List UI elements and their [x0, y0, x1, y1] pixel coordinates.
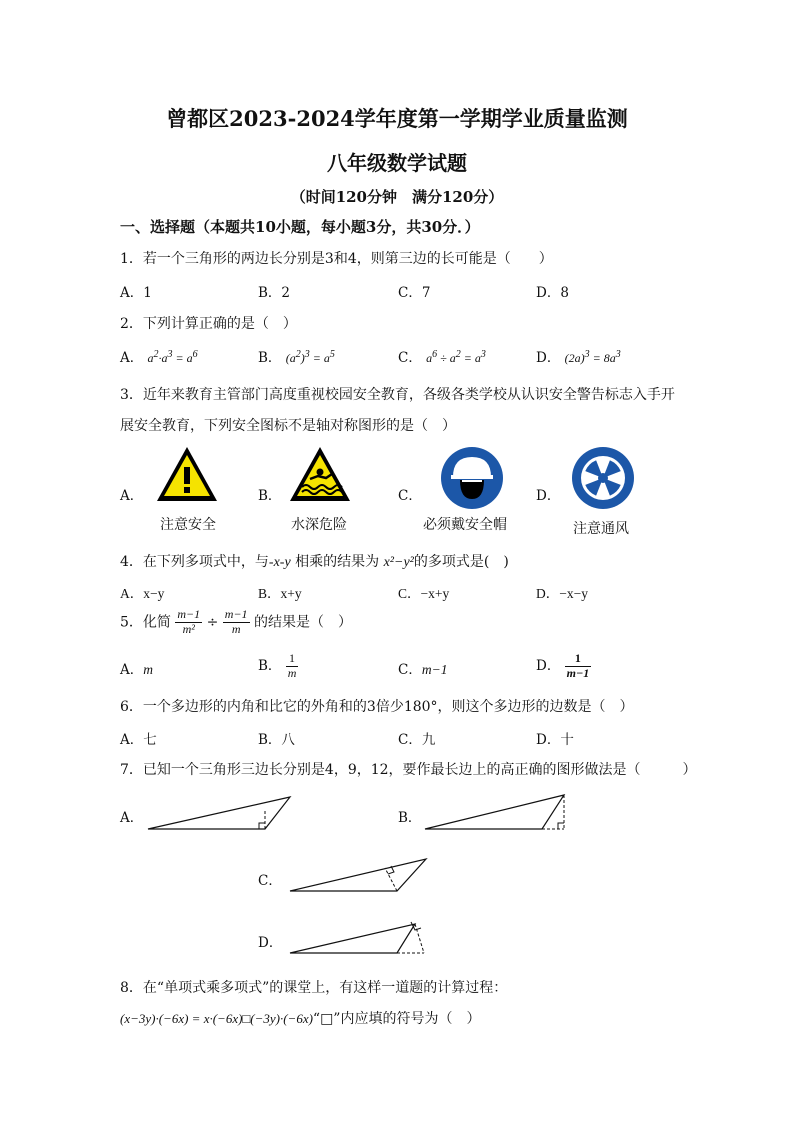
q5-stem-suffix: 的结果是（ ） — [254, 614, 352, 631]
q3-caption-d: 注意通风 — [573, 521, 629, 537]
q5-fraction-1: $\frac{m-1}{\text{m²}}$ — [177, 607, 201, 636]
question-8-expression — [120, 1008, 480, 1028]
q4-stem-expr: -x-y — [268, 555, 291, 570]
q5-option-b[interactable] — [258, 652, 298, 681]
q7-option-b-triangle — [422, 793, 572, 835]
q3-option-b-label[interactable]: B． — [258, 488, 282, 504]
q4-option-a[interactable]: A．x−y — [120, 586, 165, 601]
q6-option-c[interactable]: C．九 — [398, 732, 436, 748]
q2-option-a-expr: $a^2\cdot a^3 = a^6$ — [147, 349, 198, 365]
q3-caption-c: 必须戴安全帽 — [423, 517, 507, 533]
q5-stem-prefix: 5．化简 — [120, 614, 171, 631]
q2-option-c[interactable] — [398, 346, 486, 366]
question-7: 7．已知一个三角形三边长分别是4，9，12，要作最长边上的高正确的图形做法是（ ） — [120, 762, 697, 778]
q7-option-b-label[interactable]: B． — [398, 810, 422, 826]
q8-suffix: “□”内应填的符号为（ ） — [312, 1011, 481, 1027]
question-1: 1．若一个三角形的两边长分别是3和4，则第三边的长可能是（ ） — [120, 251, 553, 267]
q7-option-c-label[interactable]: C． — [258, 873, 282, 889]
question-8: 8．在“单项式乘多项式”的课堂上，有这样一道题的计算过程： — [120, 980, 508, 996]
q5-option-a-expr: m — [143, 662, 153, 677]
section-heading: 一、选择题（本题共10小题，每小题3分，共30分．） — [120, 218, 480, 236]
q5-option-b-label: B． — [258, 657, 282, 674]
question-6: 6．一个多边形的内角和比它的外角和的3倍少180°，则这个多边形的边数是（ ） — [120, 699, 634, 715]
q3-option-d-label[interactable]: D． — [536, 488, 561, 504]
q4-option-c[interactable]: C．−x+y — [398, 586, 450, 601]
q1-option-c[interactable]: C．7 — [398, 285, 431, 301]
q2-option-d-expr: $(2a)^3 = 8a^3$ — [564, 349, 621, 365]
q7-option-d-label[interactable]: D． — [258, 935, 283, 951]
q7-option-d-triangle — [287, 918, 437, 958]
q5-option-c-label: C． — [398, 662, 422, 678]
q6-option-d[interactable]: D．十 — [536, 732, 574, 748]
q2-option-a[interactable] — [120, 346, 198, 366]
deep-water-warning-icon — [288, 445, 352, 503]
q2-option-b[interactable] — [258, 346, 335, 366]
q2-option-a-label: A． — [120, 350, 144, 366]
q1-option-b[interactable]: B．2 — [258, 285, 291, 301]
q6-option-b[interactable]: B．八 — [258, 732, 295, 748]
question-2: 2．下列计算正确的是（ ） — [120, 316, 297, 332]
q3-caption-a: 注意安全 — [160, 517, 216, 533]
q4-stem-prefix: 4．在下列多项式中，与 — [120, 554, 269, 570]
ventilation-icon — [572, 447, 634, 509]
q7-option-a-label[interactable]: A． — [120, 810, 144, 826]
q2-option-c-label: C． — [398, 350, 422, 366]
q2-option-d-label: D． — [536, 350, 561, 366]
q2-option-b-label: B． — [258, 350, 282, 366]
q3-option-a-label[interactable]: A． — [120, 488, 144, 504]
exam-info: （时间120分钟 满分120分） — [290, 188, 504, 206]
q5-option-a-label: A． — [120, 662, 144, 678]
q8-expr: (x−3y)·(−6x) = x·(−6x)□(−3y)·(−6x) — [120, 1011, 313, 1026]
q5-option-a[interactable] — [120, 658, 153, 678]
q4-stem-mid: 相乘的结果为 — [290, 554, 384, 570]
exam-subtitle: 八年级数学试题 — [327, 151, 467, 175]
q4-stem-expr2: x²−y² — [383, 555, 414, 570]
q2-option-b-expr: $(a^2)^3 = a^5$ — [285, 349, 335, 365]
caution-warning-icon — [155, 445, 219, 503]
q3-option-c-label[interactable]: C． — [398, 488, 422, 504]
q5-option-c[interactable] — [398, 658, 447, 678]
q5-option-b-fraction: $\frac{1}{m}$ — [287, 651, 297, 680]
q2-option-d[interactable] — [536, 346, 621, 366]
q5-option-d[interactable] — [536, 652, 591, 681]
question-4 — [120, 551, 509, 571]
q5-option-c-expr: m−1 — [421, 662, 448, 677]
q1-option-d[interactable]: D．8 — [536, 285, 569, 301]
q7-option-a-triangle — [145, 795, 295, 835]
question-3-line2: 展安全教育，下列安全图标不是轴对称图形的是（ ） — [120, 418, 456, 434]
q4-option-b[interactable]: B．x+y — [258, 586, 302, 601]
q5-option-d-label: D． — [536, 657, 561, 674]
question-5 — [120, 608, 352, 637]
q5-operator: ÷ — [206, 614, 219, 631]
q5-option-d-fraction: $\frac{1}{m-1}$ — [566, 651, 590, 680]
q4-option-d[interactable]: D．−x−y — [536, 586, 588, 601]
q3-caption-b: 水深危险 — [291, 517, 347, 533]
exam-title: 曾都区2023-2024学年度第一学期学业质量监测 — [166, 106, 628, 131]
q4-stem-suffix: 的多项式是( ) — [413, 554, 509, 570]
q1-option-a[interactable]: A．1 — [120, 285, 152, 301]
hard-hat-mandatory-icon — [441, 447, 503, 509]
q5-fraction-2: $\frac{m-1}{m}$ — [224, 607, 248, 636]
q6-option-a[interactable]: A．七 — [120, 732, 157, 748]
question-3-line1: 3．近年来教育主管部门高度重视校园安全教育，各级各类学校从认识安全警告标志入手开 — [120, 387, 675, 403]
q2-option-c-expr: $a^6 \div a^2 = a^3$ — [426, 349, 486, 365]
q7-option-c-triangle — [287, 857, 432, 897]
